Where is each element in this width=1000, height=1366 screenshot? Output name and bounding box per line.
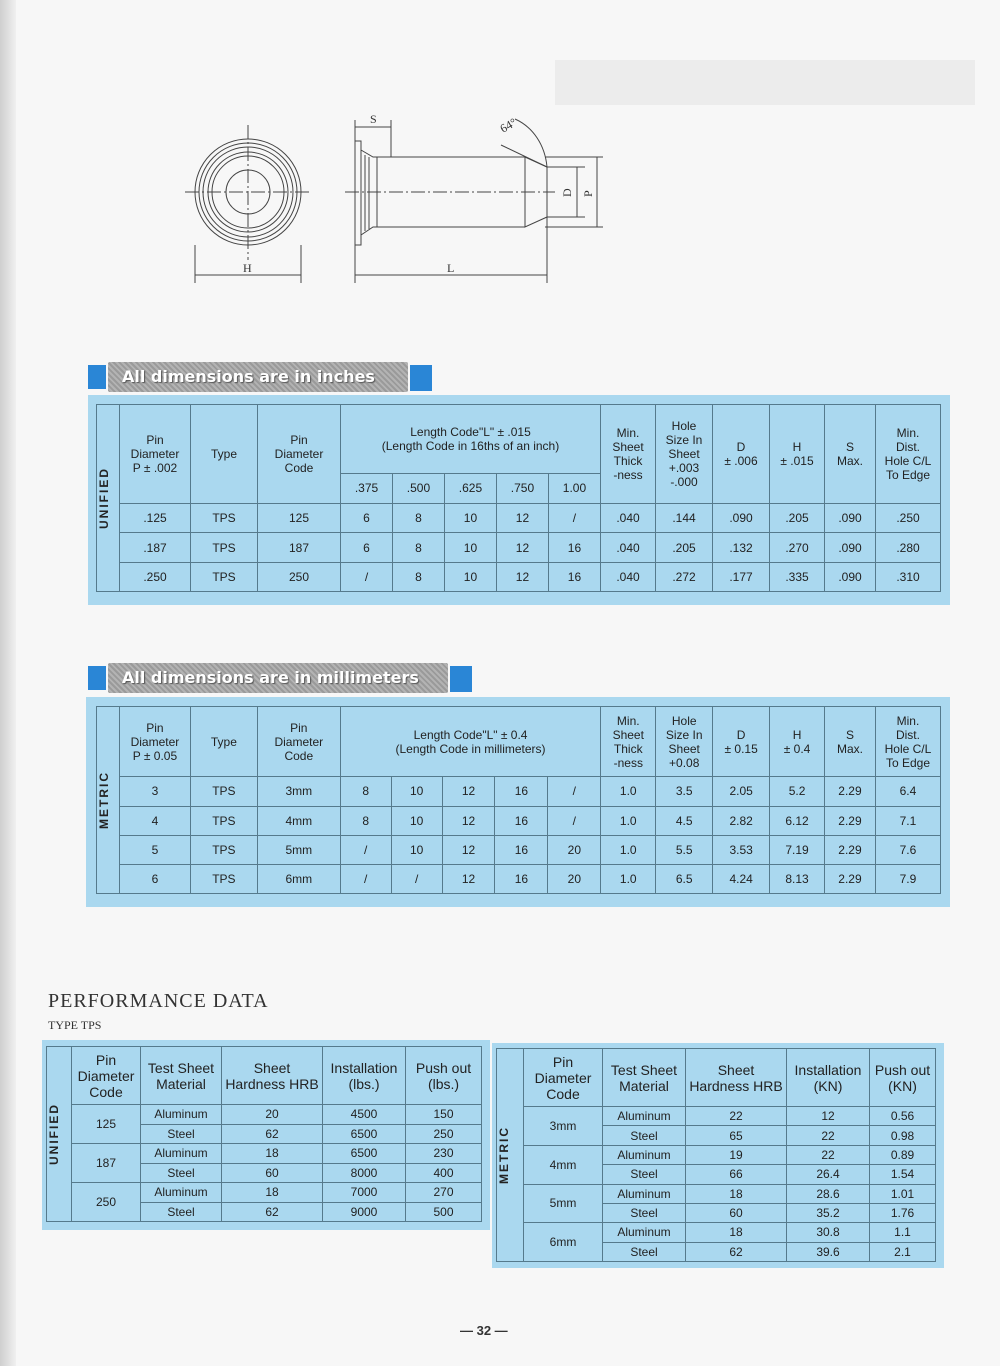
perf-code: 6mm <box>524 1223 603 1262</box>
banner-square-right <box>410 365 432 391</box>
length-col: .500 <box>392 473 444 503</box>
length-col: .375 <box>341 473 393 503</box>
cell: Steel <box>603 1165 686 1184</box>
cell: 5mm <box>257 835 340 864</box>
cell: 2.29 <box>825 806 876 835</box>
perf-code: 5mm <box>524 1184 603 1223</box>
drawing-label-d: D <box>560 188 574 197</box>
cell: .090 <box>825 504 876 533</box>
perf-code: 250 <box>72 1183 141 1222</box>
header-h: H ± 0.4 <box>770 707 825 777</box>
cell: 3.53 <box>713 835 770 864</box>
cell: 10 <box>444 504 496 533</box>
cell: 20 <box>548 835 601 864</box>
cell: / <box>340 864 391 893</box>
header-pin-code: Pin Diameter Code <box>258 405 341 504</box>
cell: 66 <box>686 1165 787 1184</box>
cell: .280 <box>876 533 941 562</box>
cell: 1.54 <box>870 1165 936 1184</box>
cell: .132 <box>713 533 770 562</box>
cell: 4.5 <box>656 806 713 835</box>
perf-unified-side-cell <box>47 1047 72 1222</box>
table-row <box>47 1105 482 1125</box>
cell: TPS <box>191 533 258 562</box>
table-row <box>97 777 941 806</box>
table-row <box>497 1184 936 1203</box>
cell: TPS <box>190 835 257 864</box>
table-row <box>97 562 941 591</box>
cell: 18 <box>222 1183 323 1203</box>
cell: 6.12 <box>770 806 825 835</box>
unified-side-label: UNIFIED <box>97 467 111 529</box>
cell: Aluminum <box>141 1105 222 1125</box>
cell: 0.89 <box>870 1145 936 1164</box>
cell: 7.1 <box>875 806 940 835</box>
cell: 5 <box>119 835 190 864</box>
cell: 1.0 <box>601 806 656 835</box>
metric-banner <box>88 663 478 695</box>
cell: 6 <box>119 864 190 893</box>
cell: 9000 <box>323 1202 406 1222</box>
cell: 2.29 <box>825 777 876 806</box>
cell: 4500 <box>323 1105 406 1125</box>
banner-bar <box>108 362 408 392</box>
perf-header-install: Installation (KN) <box>787 1049 870 1107</box>
cell: / <box>548 806 601 835</box>
banner-square-left <box>88 365 106 389</box>
cell: Steel <box>603 1203 686 1222</box>
drawing-label-l: L <box>447 261 455 275</box>
page-number: — 32 — <box>460 1323 508 1338</box>
cell: 6 <box>341 533 393 562</box>
cell: .144 <box>656 504 713 533</box>
header-type: Type <box>191 405 258 504</box>
perf-header-hardness: Sheet Hardness HRB <box>686 1049 787 1107</box>
header-pin-diameter: Pin Diameter P ± .002 <box>120 405 191 504</box>
cell: 7.9 <box>875 864 940 893</box>
table-row <box>47 1183 482 1203</box>
cell: 400 <box>406 1163 482 1183</box>
cell: TPS <box>191 504 258 533</box>
cell: Aluminum <box>603 1223 686 1242</box>
cell: 12 <box>496 562 548 591</box>
cell: Steel <box>141 1202 222 1222</box>
cell: 5.5 <box>656 835 713 864</box>
banner-square-right <box>450 666 472 692</box>
cell: 16 <box>495 777 548 806</box>
metric-banner-text: All dimensions are in millimeters <box>122 668 419 687</box>
cell: 6500 <box>323 1144 406 1164</box>
table-row <box>497 1223 936 1242</box>
cell: 30.8 <box>787 1223 870 1242</box>
cell: 2.29 <box>825 864 876 893</box>
cell: 12 <box>442 835 495 864</box>
cell: 8.13 <box>770 864 825 893</box>
header-min-sheet: Min. Sheet Thick -ness <box>601 405 656 504</box>
cell: .040 <box>601 533 656 562</box>
cell: 2.82 <box>713 806 770 835</box>
drawing-label-s: S <box>370 112 377 126</box>
header-min-dist: Min. Dist. Hole C/L To Edge <box>876 405 941 504</box>
cell: 6 <box>341 504 393 533</box>
cell: 19 <box>686 1145 787 1164</box>
cell: Steel <box>141 1163 222 1183</box>
cell: 7.6 <box>875 835 940 864</box>
cell: 8 <box>340 777 391 806</box>
cell: 65 <box>686 1126 787 1145</box>
cell: TPS <box>190 777 257 806</box>
perf-metric-table <box>496 1048 936 1262</box>
length-col: .625 <box>444 473 496 503</box>
cell: .125 <box>120 504 191 533</box>
cell: 12 <box>496 533 548 562</box>
cell: 20 <box>548 864 601 893</box>
cell: Steel <box>603 1126 686 1145</box>
cell: .187 <box>120 533 191 562</box>
perf-header-material: Test Sheet Material <box>603 1049 686 1107</box>
cell: 270 <box>406 1183 482 1203</box>
cell: 6500 <box>323 1124 406 1144</box>
cell: Aluminum <box>141 1144 222 1164</box>
perf-unified-table <box>46 1046 482 1222</box>
cell: 8000 <box>323 1163 406 1183</box>
cell: 2.05 <box>713 777 770 806</box>
cell: 0.98 <box>870 1126 936 1145</box>
cell: 0.56 <box>870 1107 936 1126</box>
header-s: S Max. <box>825 707 876 777</box>
cell: 2.29 <box>825 835 876 864</box>
banner-bar <box>108 663 448 693</box>
cell: 26.4 <box>787 1165 870 1184</box>
header-min-sheet: Min. Sheet Thick -ness <box>601 707 656 777</box>
cell: 62 <box>222 1124 323 1144</box>
perf-code: 4mm <box>524 1145 603 1184</box>
metric-table <box>96 706 941 894</box>
cell: Aluminum <box>141 1183 222 1203</box>
cell: 60 <box>686 1203 787 1222</box>
banner-square-left <box>88 666 106 690</box>
cell: TPS <box>190 806 257 835</box>
header-pin-code: Pin Diameter Code <box>257 707 340 777</box>
metric-side-label: METRIC <box>97 771 111 829</box>
cell: 28.6 <box>787 1184 870 1203</box>
length-col: .750 <box>496 473 548 503</box>
cell: 8 <box>392 533 444 562</box>
cell: Aluminum <box>603 1145 686 1164</box>
header-d: D ± .006 <box>713 405 770 504</box>
drawing-label-h: H <box>243 261 252 275</box>
perf-header-install: Installation (lbs.) <box>323 1047 406 1105</box>
header-length-code: Length Code"L" ± .015 (Length Code in 16ths of an inch) <box>341 405 601 474</box>
cell: / <box>341 562 393 591</box>
cell: 18 <box>686 1184 787 1203</box>
cell: / <box>548 504 600 533</box>
header-h: H ± .015 <box>770 405 825 504</box>
cell: 10 <box>391 777 442 806</box>
perf-code: 187 <box>72 1144 141 1183</box>
cell: 6.4 <box>875 777 940 806</box>
cell: 2.1 <box>870 1242 936 1261</box>
cell: 16 <box>495 835 548 864</box>
cell: 62 <box>686 1242 787 1261</box>
cell: TPS <box>191 562 258 591</box>
table-row <box>97 533 941 562</box>
cell: 35.2 <box>787 1203 870 1222</box>
cell: 1.0 <box>601 864 656 893</box>
cell: 18 <box>222 1144 323 1164</box>
cell: 16 <box>495 806 548 835</box>
cell: 8 <box>392 562 444 591</box>
perf-unified-side-label: UNIFIED <box>47 1103 61 1165</box>
header-min-dist: Min. Dist. Hole C/L To Edge <box>875 707 940 777</box>
header-hole-size: Hole Size In Sheet +0.08 <box>656 707 713 777</box>
cell: 187 <box>258 533 341 562</box>
header-hole-size: Hole Size In Sheet +.003 -.000 <box>656 405 713 504</box>
cell: .090 <box>825 562 876 591</box>
cell: / <box>391 864 442 893</box>
cell: 1.01 <box>870 1184 936 1203</box>
cell: .205 <box>656 533 713 562</box>
header-type: Type <box>190 707 257 777</box>
table-row <box>97 835 941 864</box>
cell: 12 <box>442 777 495 806</box>
performance-subtitle: TYPE TPS <box>48 1018 102 1032</box>
cell: 150 <box>406 1105 482 1125</box>
cell: .310 <box>876 562 941 591</box>
cell: 4.24 <box>713 864 770 893</box>
cell: TPS <box>190 864 257 893</box>
drawing-label-angle: 64° <box>497 115 520 136</box>
cell: .270 <box>770 533 825 562</box>
perf-header-hardness: Sheet Hardness HRB <box>222 1047 323 1105</box>
cell: 16 <box>495 864 548 893</box>
header-s: S Max. <box>825 405 876 504</box>
perf-code: 3mm <box>524 1107 603 1146</box>
inches-banner <box>88 362 438 394</box>
table-row <box>497 1107 936 1126</box>
cell: 10 <box>444 562 496 591</box>
drawing-label-p: P <box>581 190 595 197</box>
cell: 62 <box>222 1202 323 1222</box>
cell: 1.1 <box>870 1223 936 1242</box>
header-d: D ± 0.15 <box>713 707 770 777</box>
inches-banner-text: All dimensions are in inches <box>122 367 375 386</box>
cell: 3 <box>119 777 190 806</box>
cell: 22 <box>787 1145 870 1164</box>
cell: 16 <box>548 533 600 562</box>
cell: 12 <box>496 504 548 533</box>
cell: 12 <box>442 806 495 835</box>
cell: 12 <box>442 864 495 893</box>
cell: 3mm <box>257 777 340 806</box>
performance-title: PERFORMANCE DATA <box>48 990 269 1012</box>
cell: 250 <box>406 1124 482 1144</box>
cell: 500 <box>406 1202 482 1222</box>
table-row <box>497 1145 936 1164</box>
cell: 22 <box>686 1107 787 1126</box>
header-length-code: Length Code"L" ± 0.4 (Length Code in millimeters) <box>340 707 601 777</box>
perf-metric-side-label: METRIC <box>497 1126 511 1184</box>
length-col: 1.00 <box>548 473 600 503</box>
cell: 4mm <box>257 806 340 835</box>
cell: .335 <box>770 562 825 591</box>
cell: Steel <box>141 1124 222 1144</box>
perf-header-material: Test Sheet Material <box>141 1047 222 1105</box>
cell: 16 <box>548 562 600 591</box>
cell: 22 <box>787 1126 870 1145</box>
cell: 3.5 <box>656 777 713 806</box>
cell: .205 <box>770 504 825 533</box>
cell: .040 <box>601 504 656 533</box>
cell: .250 <box>876 504 941 533</box>
perf-code: 125 <box>72 1105 141 1144</box>
cell: 39.6 <box>787 1242 870 1261</box>
perf-header-push: Push out (KN) <box>870 1049 936 1107</box>
perf-metric-side-cell <box>497 1049 524 1262</box>
cell: .090 <box>825 533 876 562</box>
cell: 10 <box>391 835 442 864</box>
inches-table <box>96 404 941 592</box>
cell: 18 <box>686 1223 787 1242</box>
cell: 5.2 <box>770 777 825 806</box>
cell: 8 <box>392 504 444 533</box>
cell: 10 <box>444 533 496 562</box>
cell: Steel <box>603 1242 686 1261</box>
table-row <box>97 504 941 533</box>
cell: 60 <box>222 1163 323 1183</box>
cell: 7.19 <box>770 835 825 864</box>
table-row <box>97 806 941 835</box>
inches-side-cell <box>97 405 120 592</box>
cell: 1.0 <box>601 835 656 864</box>
tps-pin-drawing <box>185 105 625 290</box>
cell: .250 <box>120 562 191 591</box>
table-row <box>97 864 941 893</box>
cell: 125 <box>258 504 341 533</box>
cell: 4 <box>119 806 190 835</box>
cell: 250 <box>258 562 341 591</box>
table-row <box>47 1144 482 1164</box>
cell: 230 <box>406 1144 482 1164</box>
cell: Aluminum <box>603 1107 686 1126</box>
cell: .090 <box>713 504 770 533</box>
cell: 6mm <box>257 864 340 893</box>
cell: / <box>340 835 391 864</box>
cell: 10 <box>391 806 442 835</box>
cell: 12 <box>787 1107 870 1126</box>
cell: 20 <box>222 1105 323 1125</box>
perf-header-code: Pin Diameter Code <box>524 1049 603 1107</box>
cell: 7000 <box>323 1183 406 1203</box>
page-edge-shadow <box>0 0 16 1366</box>
cell: 8 <box>340 806 391 835</box>
cell: 6.5 <box>656 864 713 893</box>
cell: 1.76 <box>870 1203 936 1222</box>
cell: Aluminum <box>603 1184 686 1203</box>
cell: .040 <box>601 562 656 591</box>
header-pin-diameter: Pin Diameter P ± 0.05 <box>119 707 190 777</box>
cell: .177 <box>713 562 770 591</box>
perf-header-code: Pin Diameter Code <box>72 1047 141 1105</box>
cell: .272 <box>656 562 713 591</box>
metric-side-cell <box>97 707 120 894</box>
perf-header-push: Push out (lbs.) <box>406 1047 482 1105</box>
cell: / <box>548 777 601 806</box>
cell: 1.0 <box>601 777 656 806</box>
header-gray-block <box>555 60 975 105</box>
